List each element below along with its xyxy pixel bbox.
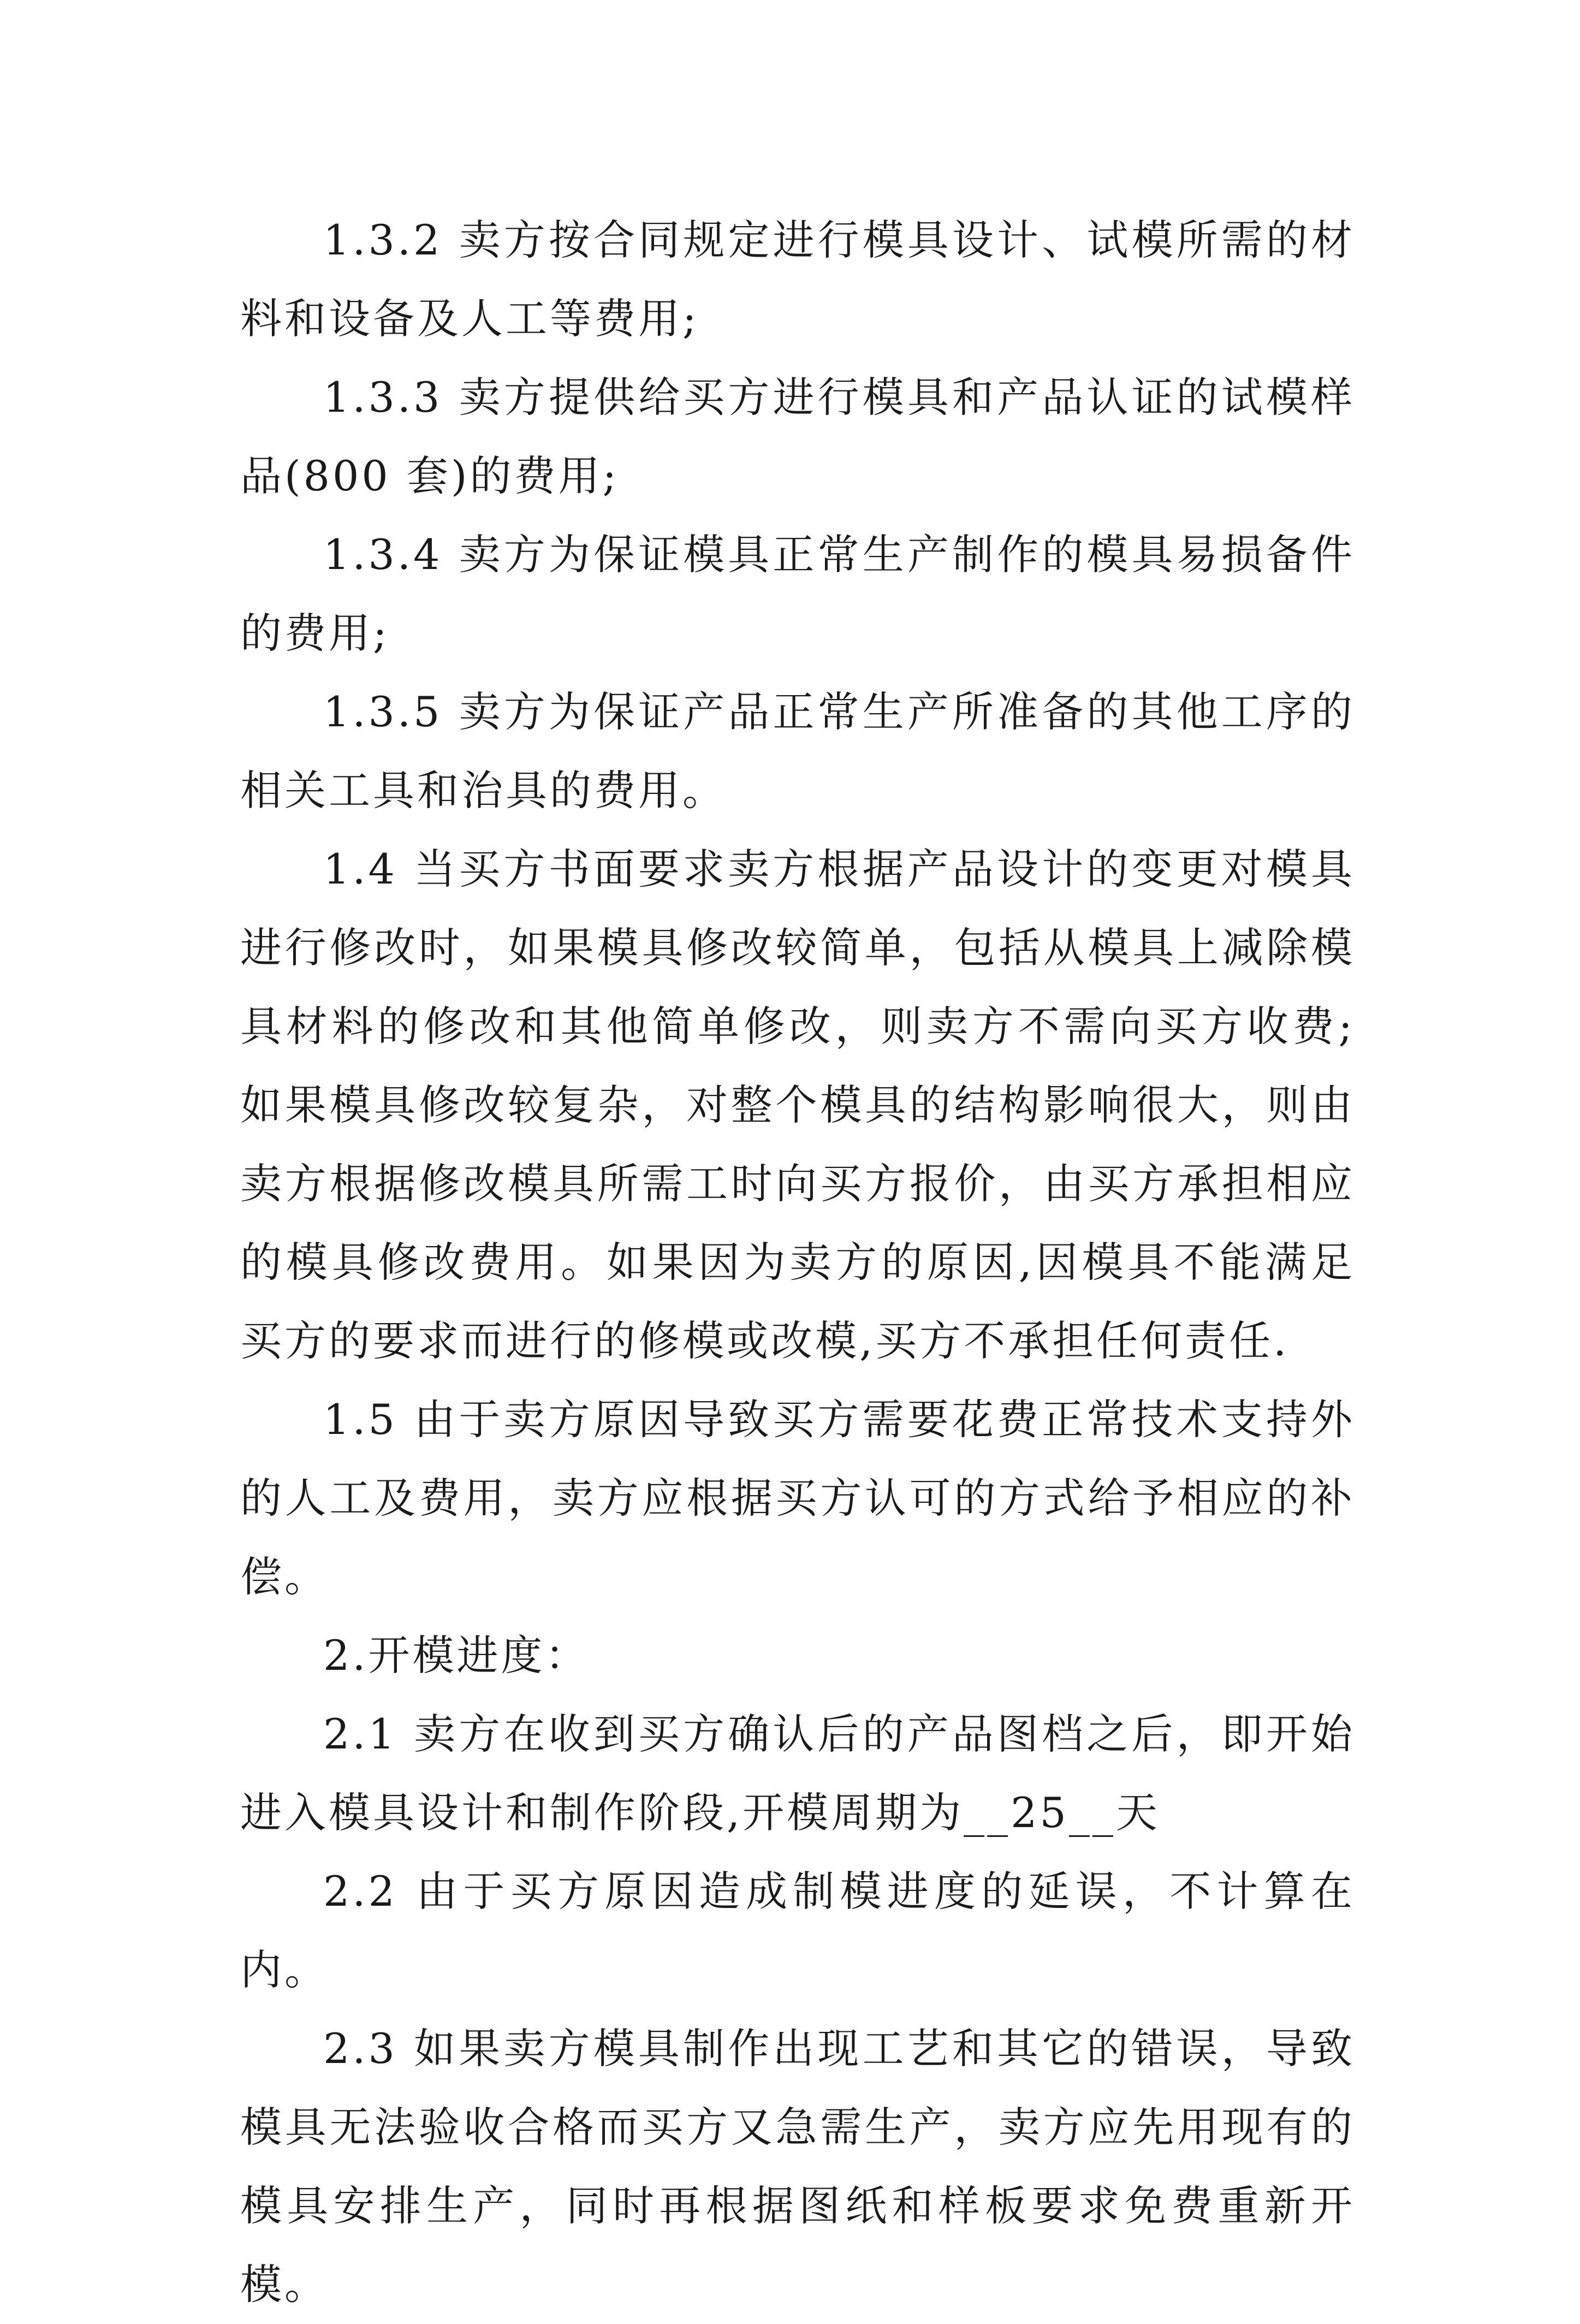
paragraph-2-2: 2.2 由于买方原因造成制模进度的延误，不计算在内。 — [240, 1867, 1355, 1994]
mold-period-value: __25__ — [964, 1788, 1116, 1837]
paragraph-1-3-3: 1.3.3 卖方提供给买方进行模具和产品认证的试模样品(800 套)的费用; — [240, 373, 1355, 500]
paragraph-2-1-text: 2.1 卖方在收到买方确认后的产品图档之后，即开始进入模具设计和制作阶段,开模周期为 — [240, 1710, 1355, 1837]
paragraph-1-3-4: 1.3.4 卖方为保证模具正常生产制作的模具易损备件的费用; — [240, 530, 1355, 657]
paragraph-2-3: 2.3 如果卖方模具制作出现工艺和其它的错误，导致模具无法验收合格而买方又急需生产，卖方应先用现有的模具安排生产，同时再根据图纸和样板要求免费重新开模。 — [240, 2024, 1355, 2309]
paragraph-2-1-unit: 天 — [1115, 1788, 1160, 1837]
paragraph-2-1 — [240, 1695, 1355, 1852]
paragraph-1-3-2: 1.3.2 卖方按合同规定进行模具设计、试模所需的材料和设备及人工等费用; — [240, 216, 1355, 343]
section-heading-2: 2.开模进度： — [323, 1631, 590, 1680]
paragraph-1-5: 1.5 由于卖方原因导致买方需要花费正常技术支持外的人工及费用，卖方应根据买方认可的方式给予相应的补偿。 — [240, 1395, 1355, 1601]
paragraph-1-4: 1.4 当买方书面要求卖方根据产品设计的变更对模具进行修改时，如果模具修改较简单，包括从模具上减除模具材料的修改和其他简单修改，则卖方不需向买方收费;如果模具修改较复杂，对整个模具的结构影响很大，则由卖方根据修改模具所需工时向买方报价，由买方承担相应的模具修改费用。如果因为卖方的原因,因模具不能满足买方的要求而进行的修模或改模,买方不承担任何责任. — [240, 845, 1355, 1365]
paragraph-1-3-5: 1.3.5 卖方为保证产品正常生产所准备的其他工序的相关工具和治具的费用。 — [240, 687, 1355, 815]
document-body — [240, 201, 1355, 2324]
